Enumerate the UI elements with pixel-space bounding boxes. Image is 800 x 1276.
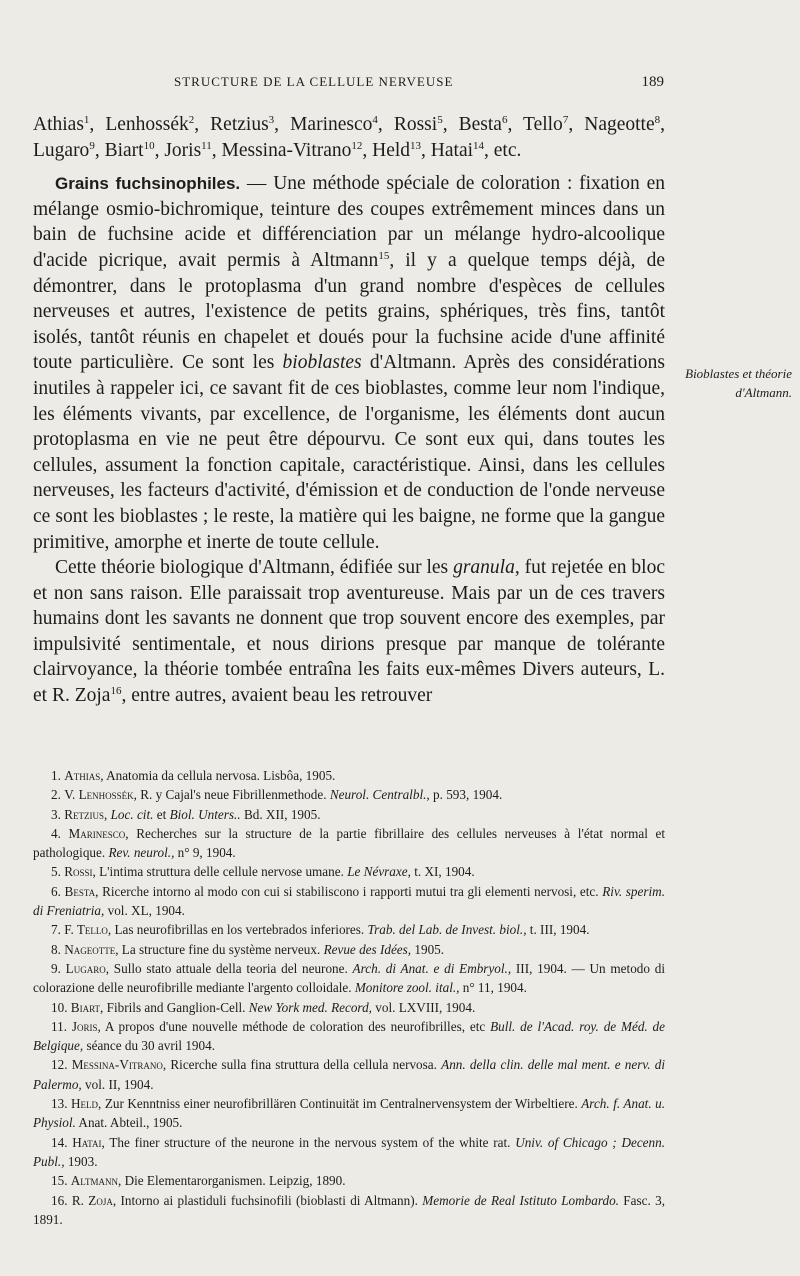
author-name: Lugaro xyxy=(33,139,90,161)
footnote xyxy=(33,920,665,939)
footnote-text: , The finer structure of the neurone in the nervous system of the white rat. xyxy=(101,1134,516,1150)
footnote-text: Bd. XII, 1905. xyxy=(240,806,321,822)
footnote-author: Joris xyxy=(71,1018,98,1034)
author-name: Besta xyxy=(458,114,502,135)
footnote-ref: 13 xyxy=(410,139,422,152)
footnote-author: Besta xyxy=(64,883,96,899)
footnote-author: F. Tello xyxy=(64,922,108,938)
footnote xyxy=(33,1094,665,1133)
footnote-number: 7. xyxy=(51,922,65,938)
footnote-number: 4. xyxy=(51,825,69,841)
footnote-author: Held xyxy=(71,1096,99,1112)
footnote-source: Loc. cit. xyxy=(110,806,154,822)
footnote-author: Hatai xyxy=(72,1134,102,1150)
footnote-text: III, 1904. — Un metodo di colorazione delle neurofibrille mediante l'argento colloidale. xyxy=(33,960,665,996)
author-name: Held xyxy=(372,139,411,161)
footnote-ref: 2 xyxy=(188,114,195,126)
footnote-number: 12. xyxy=(51,1057,72,1073)
author-name: Lenhossék xyxy=(105,114,189,135)
italic-term: granula xyxy=(453,557,515,579)
footnote xyxy=(33,862,665,881)
footnote-number: 5. xyxy=(51,864,65,880)
author-name: Hatai xyxy=(430,139,474,161)
footnote-text: , Recherches sur la structure de la partie fibrillaire des cellules nerveuses à l'état normal et pathologique. xyxy=(33,825,665,861)
footnote-source: Riv. sperim. di Freniatria, xyxy=(33,883,665,919)
paragraph-theory xyxy=(33,555,665,709)
running-head xyxy=(34,74,664,94)
footnote-text: séance du 30 avril 1904. xyxy=(83,1038,216,1054)
footnote-number: 8. xyxy=(51,941,65,957)
footnote-author: Lugaro xyxy=(65,960,106,976)
author-name: Retzius xyxy=(210,114,269,135)
footnote xyxy=(33,1133,665,1172)
footnote-text: 1905. xyxy=(411,941,445,957)
author-name: Joris xyxy=(164,139,202,161)
footnote-text: t. III, 1904. xyxy=(526,922,590,938)
footnote xyxy=(33,940,665,959)
footnote-text: , Zur Kenntniss einer neurofibrillären Continuität im Centralnervensystem der Wirbeltiere. xyxy=(98,1096,582,1112)
footnote-ref: 9 xyxy=(89,139,95,152)
footnote-text: , Fibrils and Ganglion-Cell. xyxy=(100,999,249,1015)
footnote xyxy=(33,1055,665,1094)
footnote-source: Bull. de l'Acad. roy. de Méd. de Belgique, xyxy=(33,1018,665,1054)
footnote-number: 15. xyxy=(51,1173,71,1189)
footnote xyxy=(33,882,665,921)
footnote-source: Rev. neurol., xyxy=(108,845,175,861)
footnote xyxy=(33,824,665,863)
footnote-text: Anat. Abteil., 1905. xyxy=(75,1115,183,1131)
footnote-source: Univ. of Chicago ; Decenn. Publ., xyxy=(33,1134,666,1169)
footnote xyxy=(33,805,665,824)
footnote-text: , p. 593, 1904. xyxy=(426,787,503,803)
footnote-text: vol. II, 1904. xyxy=(81,1076,154,1092)
footnote-ref: 3 xyxy=(268,114,275,126)
footnote-number: 11. xyxy=(51,1018,72,1034)
footnote-author: Retzius xyxy=(64,806,104,822)
author-list-line: Athias$^1$, Lenhossék$^2$, Retzius$^3$, Marinesco$^4$, Rossi$^5$, Besta$^6$, Tello$^7$, Nageotte$^8$, Lugaro$^9$, Biart$^{10}$, Joris$^{11}$, Messina-Vitrano$^{12}$, Held$^{13}$, Hatai$^{14}$, etc. xyxy=(33,114,665,161)
footnote-number: 2. xyxy=(51,787,65,803)
footnote-source: Ann. della clin. delle mal ment. e nerv. di Palermo, xyxy=(33,1057,666,1092)
running-title: STRUCTURE DE LA CELLULE NERVEUSE xyxy=(174,74,454,89)
text-run: d'Altmann. Après des considérations inutiles à rappeler ici, ce savant fit de ces bioblastes, comme leur nom l'indique, les éléments vivants, par excellence, de l'organisme, les éléments dont aucun protoplasma en vie ne peut être dépourvu. Ce sont eux qui, dans toutes les cellules, assument la fonction capitale, caractéristique. Ainsi, dans les cellules nerveuses, les facteurs d'activité, d'émission et de conduction de l'onde nerveuse ce sont les bioblastes ; le reste, la matière qui les baigne, ne forme que la gangue primitive, amorphe et inerte de toute cellule. xyxy=(33,352,665,553)
footnote-ref: 15 xyxy=(378,249,390,262)
footnote xyxy=(33,1171,665,1190)
footnote-source: Trab. del Lab. de Invest. biol., xyxy=(367,922,527,938)
footnote-number: 1. xyxy=(51,768,65,783)
footnote-source: Le Névraxe, xyxy=(347,864,411,880)
author-name: Marinesco xyxy=(290,114,373,135)
footnote-number: 6. xyxy=(51,883,65,899)
footnote-text: t. XI, 1904. xyxy=(410,864,475,880)
footnote-text: , Las neurofibrillas en los vertebrados inferiores. xyxy=(107,922,368,938)
footnote-ref: 4 xyxy=(372,114,378,126)
footnote-author: Biart xyxy=(70,999,101,1015)
author-name: Nageotte xyxy=(584,114,655,135)
footnote-text: 1903. xyxy=(64,1153,98,1169)
etc-text: etc. xyxy=(493,139,522,161)
footnote-ref: 7 xyxy=(562,114,569,126)
footnote-author: Nageotte xyxy=(64,941,116,957)
footnote-ref: 5 xyxy=(437,114,443,126)
marginal-note: Bioblastes et théorie d'Altmann. xyxy=(685,366,792,400)
footnote-author: Athias xyxy=(64,768,101,783)
footnote xyxy=(33,1191,665,1230)
footnote-source: Memorie de Real Istituto Lombardo. xyxy=(422,1192,619,1208)
footnote-text: , A propos d'une nouvelle méthode de coloration des neurofibrilles, etc xyxy=(97,1018,491,1034)
author-name: Tello xyxy=(523,114,563,135)
footnote xyxy=(33,766,665,785)
footnote-author: Marinesco xyxy=(68,825,126,841)
author-name: Messina-Vitrano xyxy=(221,139,352,161)
author-name: Rossi xyxy=(393,114,438,135)
page-number: 189 xyxy=(641,74,664,90)
footnote-number: 3. xyxy=(51,806,65,822)
text-run: Cette théorie biologique d'Altmann, édifiée sur les xyxy=(55,557,454,579)
footnote-text: , Ricerche intorno al modo con cui si stabiliscono i rapporti mutui tra gli elementi nervosi, etc. xyxy=(95,883,603,899)
footnote-text: n° 9, 1904. xyxy=(174,845,236,861)
footnote-text: , Intorno ai plastiduli fuchsinofili (bioblasti di Altmann). xyxy=(112,1192,423,1208)
footnote xyxy=(33,785,665,804)
author-name: Athias xyxy=(33,114,84,135)
footnote-source: Revue des Idées, xyxy=(323,941,412,957)
footnote-number: 16. xyxy=(51,1192,72,1208)
footnote-ref: 10 xyxy=(143,139,155,152)
text-run: , entre autres, avaient beau les retrouver xyxy=(121,685,433,707)
footnote-ref: 14 xyxy=(473,139,485,152)
footnote-text: , La structure fine du système nerveux. xyxy=(115,941,324,957)
footnote-source: Biol. Unters.. xyxy=(169,806,241,822)
footnote-text: vol. XL, 1904. xyxy=(104,903,185,919)
footnote-text: Fasc. 3, 1891. xyxy=(33,1192,666,1227)
main-text xyxy=(33,112,665,709)
footnote-source: New York med. Record, xyxy=(248,999,372,1015)
footnote-text: , R. y Cajal's neue Fibrillenmethode. xyxy=(133,787,330,803)
footnote-ref: 1 xyxy=(83,114,90,126)
footnote-author: V. Lenhossék xyxy=(64,787,134,803)
footnote-source: Monitore zool. ital., xyxy=(354,980,460,996)
footnote-source: Neurol. Centralbl. xyxy=(329,787,427,803)
text-run: — Une méthode spéciale de coloration : fixation en mélange osmio-bichromique, teinture des coupes extrêmement minces dans un bain de fuchsine acide et différenciation par un mélange hydro-alcoolique d'acide picrique, avait permis à Altmann xyxy=(33,173,665,271)
footnote xyxy=(33,998,665,1017)
footnote-text: , xyxy=(103,806,111,822)
section-heading: Grains fuchsinophiles. xyxy=(55,174,241,194)
footnote-source: Arch. di Anat. e di Embryol., xyxy=(352,960,512,976)
footnote-ref: 8 xyxy=(654,114,661,126)
footnote-ref: 11 xyxy=(201,139,212,152)
footnote-source: Arch. f. Anat. u. Physiol. xyxy=(33,1096,666,1131)
text-run: , il y a quelque temps déjà, de démontrer, dans le protoplasma d'un grand nombre d'espèces de cellules nerveuses et autres, l'existence de petits grains, sphériques, très fins, tantôt isolés, tantôt réunis en chapelet et doués pour la fuchsine acide d'une affinité toute particulière. Ce sont les xyxy=(33,249,665,374)
footnote-text: , Ricerche sulla fina struttura della cellula nervosa. xyxy=(162,1057,442,1073)
footnote-text: vol. LXVIII, 1904. xyxy=(371,999,476,1015)
footnote xyxy=(33,959,665,998)
footnote-number: 13. xyxy=(51,1096,71,1112)
italic-term: bioblastes xyxy=(282,352,362,374)
footnote-text: , Die Elementarorganismen. Leipzig, 1890. xyxy=(117,1173,346,1189)
footnote-author: Altmann xyxy=(70,1173,118,1189)
text-run: , fut rejetée en bloc et non sans raison. Elle paraissait trop aventureuse. Mais par un de ces travers humains dont les savants ne donnent que trop souvent encore des exemples, par impulsivité sentimentale, et nous dirions presque par manque de tolérante clairvoyance, la théorie tombée entraîna les faits eux-mêmes Divers auteurs, L. et R. Zoja xyxy=(33,557,665,707)
footnote-number: 9. xyxy=(51,960,66,976)
footnote-text: , Anatomia da cellula nervosa. Lisbôa, 1905. xyxy=(100,768,336,783)
footnote xyxy=(33,1017,665,1056)
footnotes xyxy=(33,766,665,1229)
footnote-author: Rossi xyxy=(64,864,93,880)
paragraph-grains xyxy=(33,171,665,555)
footnote-author: Messina-Vitrano xyxy=(71,1057,163,1073)
footnote-text: , L'intima struttura delle cellule nervose umane. xyxy=(92,864,348,880)
footnote-ref: 16 xyxy=(110,685,122,698)
footnote-text: , Sullo stato attuale della teoria del neurone. xyxy=(105,960,353,976)
author-name: Biart xyxy=(104,139,144,161)
footnote-text: et xyxy=(153,806,170,822)
footnote-text: n° 11, 1904. xyxy=(459,980,527,996)
footnote-ref: 6 xyxy=(501,114,508,126)
footnote-number: 14. xyxy=(51,1134,73,1150)
footnote-number: 10. xyxy=(51,999,71,1015)
footnote-author: R. Zoja xyxy=(71,1192,113,1208)
footnote-ref: 12 xyxy=(351,139,363,152)
